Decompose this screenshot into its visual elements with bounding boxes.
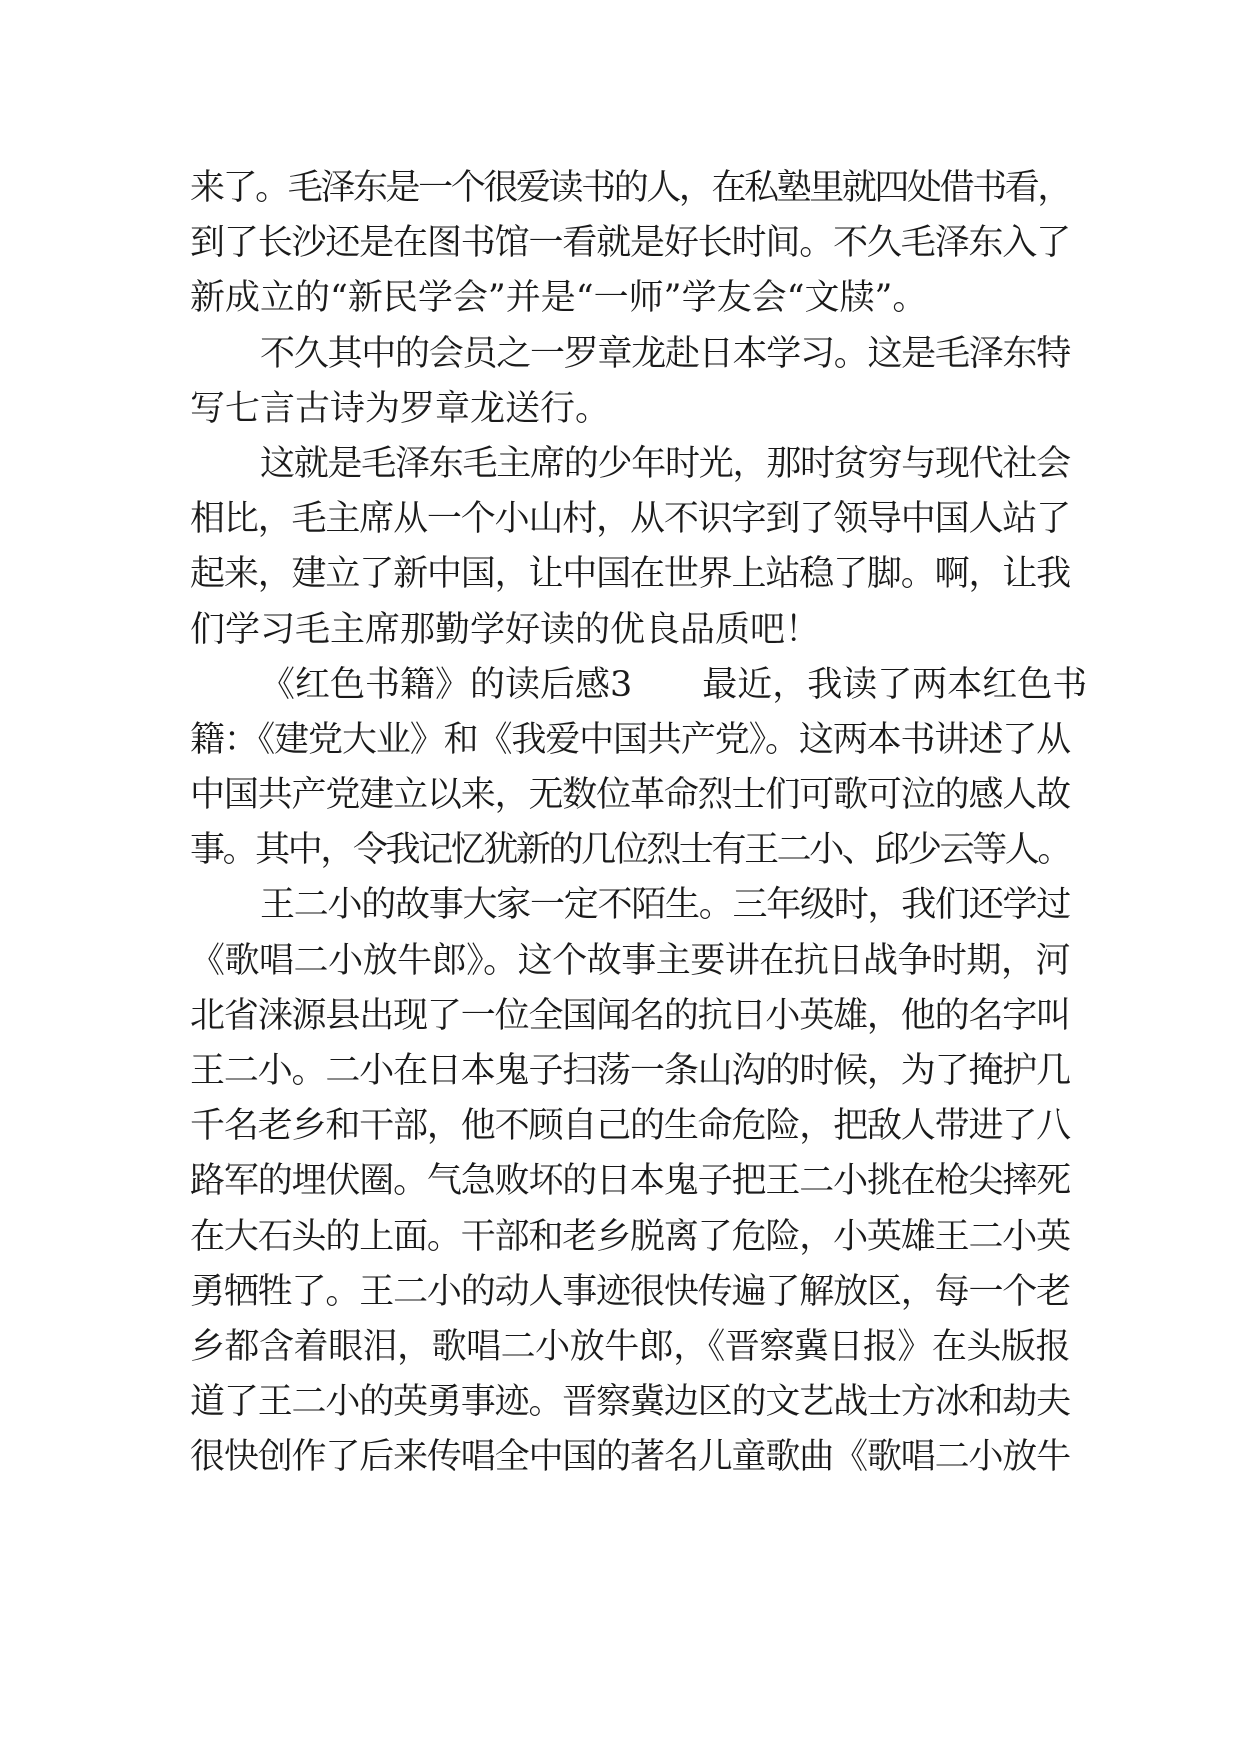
text-line: 不久其中的会员之一罗章龙赴日本学习。这是毛泽东特 xyxy=(260,333,1070,374)
section-heading: 《红色书籍》的读后感3 xyxy=(260,664,633,705)
text-line: 籍：《建党大业》和《我爱中国共产党》。这两本书讲述了从 xyxy=(190,719,1070,760)
text-line: 北省涞源县出现了一位全国闻名的抗日小英雄，他的名字叫 xyxy=(190,995,1070,1036)
text-line: 来了。毛泽东是一个很爱读书的人，在私塾里就四处借书看， xyxy=(190,168,1070,208)
text-line: 到了长沙还是在图书馆一看就是好长时间。不久毛泽东入了 xyxy=(190,223,1070,264)
text-line: 勇牺牲了。王二小的动人事迹很快传遍了解放区，每一个老 xyxy=(190,1271,1070,1312)
text-line: 王二小。二小在日本鬼子扫荡一条山沟的时候，为了掩护几 xyxy=(190,1051,1070,1091)
text-line: 起来，建立了新中国，让中国在世界上站稳了脚。啊，让我 xyxy=(190,554,1070,595)
text-line: 在大石头的上面。干部和老乡脱离了危险，小英雄王二小英 xyxy=(190,1216,1070,1257)
text-line: 们学习毛主席那勤学好读的优良品质吧！ xyxy=(190,609,821,650)
text-line: 中国共产党建立以来，无数位革命烈士们可歌可泣的感人故 xyxy=(190,775,1070,816)
text-line: 很快创作了后来传唱全中国的著名儿童歌曲《歌唱二小放牛 xyxy=(190,1437,1070,1478)
section-heading-tail: 最近，我读了两本红色书 xyxy=(702,664,1088,705)
text-line: 乡都含着眼泪，歌唱二小放牛郎，《晋察冀日报》在头版报 xyxy=(190,1326,1070,1367)
text-line: 道了王二小的英勇事迹。晋察冀边区的文艺战士方冰和劫夫 xyxy=(190,1382,1070,1423)
text-line: 新成立的“新民学会”并是“一师”学友会“文牍”。 xyxy=(190,278,928,319)
body-text xyxy=(190,161,1088,1486)
text-line: 千名老乡和干部，他不顾自己的生命危险，把敌人带进了八 xyxy=(190,1106,1070,1147)
text-line: 路军的埋伏圈。气急败坏的日本鬼子把王二小挑在枪尖摔死 xyxy=(190,1161,1070,1202)
text-line: 这就是毛泽东毛主席的少年时光，那时贫穷与现代社会 xyxy=(260,443,1070,484)
text-line: 写七言古诗为罗章龙送行。 xyxy=(190,388,611,429)
text-line: 事。其中，令我记忆犹新的几位烈士有王二小、邱少云等人。 xyxy=(190,830,1070,871)
text-line: 《歌唱二小放牛郎》。这个故事主要讲在抗日战争时期，河 xyxy=(190,940,1070,981)
section-heading-line xyxy=(190,658,1088,713)
text-line: 王二小的故事大家一定不陌生。三年级时，我们还学过 xyxy=(260,885,1070,926)
text-line: 相比，毛主席从一个小山村，从不识字到了领导中国人站了 xyxy=(190,499,1070,540)
